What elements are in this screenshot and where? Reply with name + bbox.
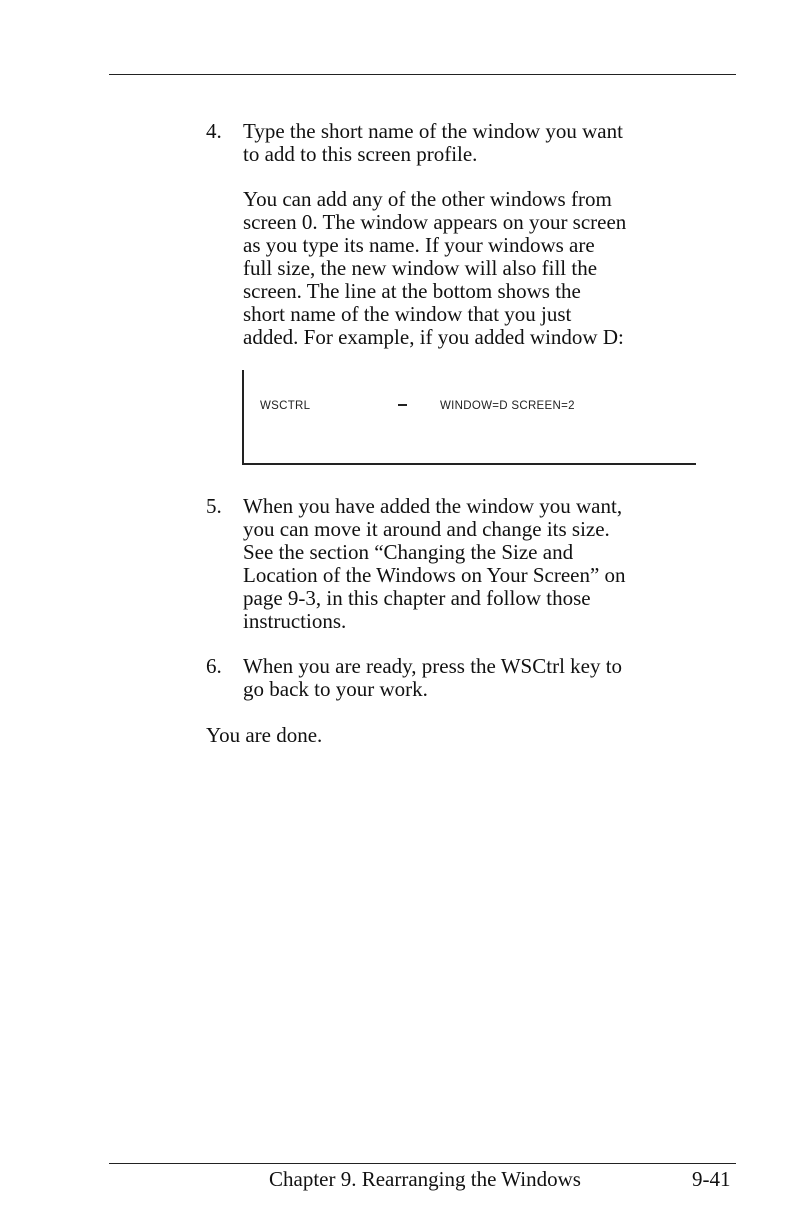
text-line: instructions. [243, 609, 347, 633]
top-rule [109, 74, 736, 75]
step-4-paragraph-2 [243, 188, 746, 349]
cursor-mark [398, 404, 407, 406]
text-line: When you have added the window you want, [243, 494, 623, 518]
text-line: Location of the Windows on Your Screen” on [243, 563, 626, 587]
step-4-paragraph-1 [243, 120, 746, 166]
text-line: full size, the new window will also fill the [243, 256, 598, 280]
text-line: screen. The line at the bottom shows the [243, 279, 581, 303]
step-6-paragraph-1 [243, 655, 746, 701]
text-line: You can add any of the other windows from [243, 187, 612, 211]
step-4 [206, 120, 746, 349]
text-line: go back to your work. [243, 677, 428, 701]
bottom-rule [109, 1163, 736, 1164]
text-line: When you are ready, press the WSCtrl key to [243, 654, 623, 678]
text-line: to add to this screen profile. [243, 142, 478, 166]
step-6 [206, 655, 746, 701]
screen-left-label: WSCTRL [260, 400, 311, 412]
text-line: Type the short name of the window you want [243, 119, 623, 143]
closing-text: You are done. [206, 723, 323, 747]
text-line: as you type its name. If your windows are [243, 233, 595, 257]
footer-page-number: 9-41 [692, 1167, 731, 1191]
text-line: short name of the window that you just [243, 302, 572, 326]
text-line: screen 0. The window appears on your screen [243, 210, 627, 234]
step-5-paragraph-1 [243, 495, 746, 633]
text-line: page 9-3, in this chapter and follow those [243, 586, 591, 610]
step-5 [206, 495, 746, 633]
screen-right-label: WINDOW=D SCREEN=2 [440, 400, 575, 412]
text-line: See the section “Changing the Size and [243, 540, 574, 564]
step-number: 6. [206, 654, 222, 678]
footer-chapter-title: Chapter 9. Rearranging the Windows [269, 1167, 581, 1191]
step-number: 5. [206, 494, 222, 518]
step-number: 4. [206, 119, 222, 143]
text-line: added. For example, if you added window D: [243, 325, 624, 349]
screen-example-figure [242, 370, 696, 465]
text-line: you can move it around and change its size. [243, 517, 610, 541]
